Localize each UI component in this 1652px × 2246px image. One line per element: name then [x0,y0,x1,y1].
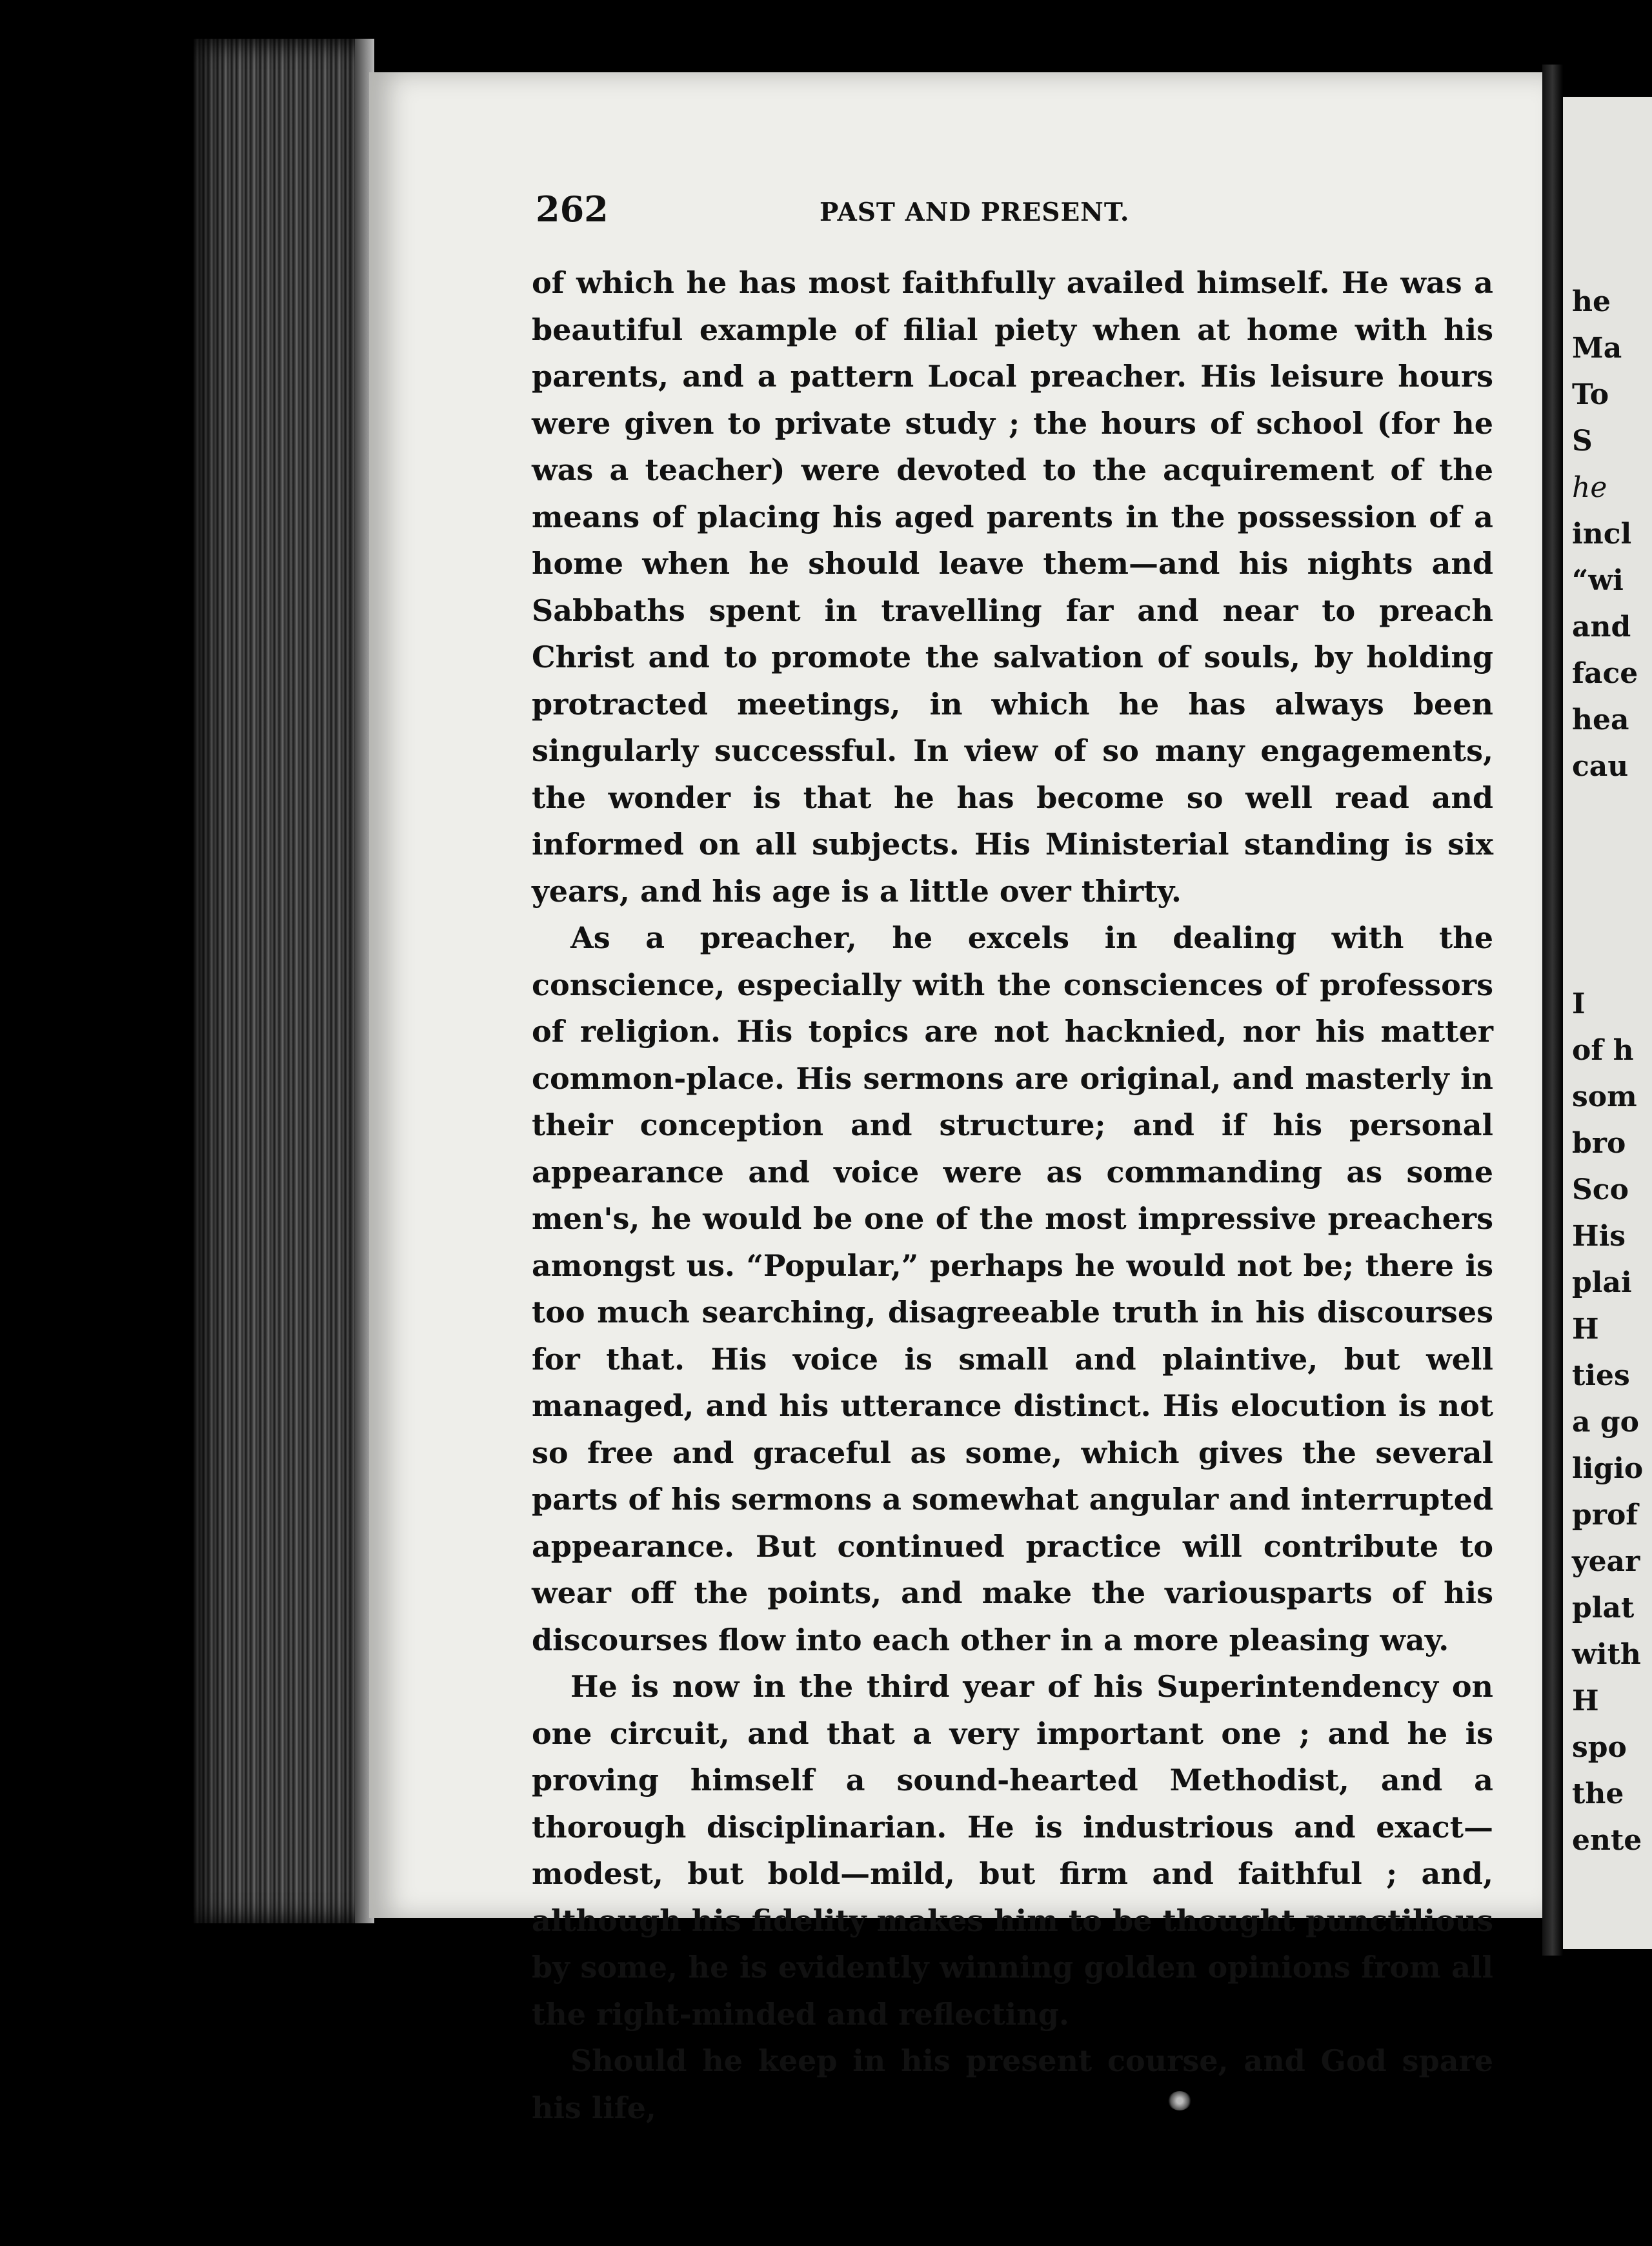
right-page-line: hea [1572,703,1629,736]
right-page-line: face [1572,657,1638,690]
right-page-line: plai [1572,1266,1632,1299]
right-page-line: Ma [1572,332,1622,365]
right-page-line: with [1572,1638,1641,1671]
paragraph: of which he has most faithfully availed himself. He was a beautiful example of filial piety when at home with his parents, and a pattern Local preacher. His leisure hours were given to private study ; the hours of school (for he was a teacher) were devoted to the acquirement of the means of placing his aged parents in the possession of a home when he should leave them—and his nights and Sabbaths spent in travelling far and near to preach Christ and to promote the salvation of souls, by holding protracted meetings, in which he has always been singularly successful. In view of so many engagements, the wonder is that he has become so well read and informed on all subjects. His Ministerial standing is six years, and his age is a little over thirty. [532,265,1493,909]
page-header [536,188,1491,247]
page-number: 262 [536,188,609,230]
right-page-line: I [1572,987,1586,1020]
right-page-line: S [1572,425,1593,458]
page-edges [194,39,374,1923]
right-page-line: and [1572,611,1631,643]
gutter-shadow [1542,65,1563,1956]
body-text [532,259,1493,2131]
right-page-line: prof [1572,1499,1638,1532]
right-page-line: of h [1572,1034,1634,1067]
right-page-line: year [1572,1545,1640,1578]
right-page-line: a go [1572,1406,1639,1439]
right-page-line: H [1572,1685,1599,1717]
right-page-line: he [1572,471,1607,504]
right-page-line: he [1572,285,1611,318]
right-page-fragment [1563,97,1652,1949]
right-page-line: cau [1572,750,1629,783]
right-page-line: the [1572,1777,1624,1810]
paragraph: He is now in the third year of his Superintendency on one circuit, and that a very important one ; and he is proving himself a sound-hearted Methodist, and a thorough disciplinarian. He is industrious and exact—modest, but bold—mild, but firm and faithful ; and, although his fidelity makes him to be thought punctilious by some, he is evidently winning golden opinions from all the right-minded and reflecting. [532,1669,1493,2032]
right-page-line: bro [1572,1127,1626,1160]
scan-speck [1168,2091,1191,2110]
right-page-line: ties [1572,1359,1630,1392]
right-page-line: spo [1572,1731,1627,1764]
paragraph: Should he keep in his present course, and God spare his life, [532,2043,1493,2125]
right-page-line: plat [1572,1592,1635,1624]
right-page-line: His [1572,1220,1626,1253]
right-page-line: ente [1572,1824,1642,1857]
right-page-line: incl [1572,518,1632,551]
right-page-line: som [1572,1080,1637,1113]
paragraph: As a preacher, he excels in dealing with the conscience, especially with the consciences of professors of religion. His topics are not hacknied, nor his matter common-place. His sermons are original, and masterly in their conception and structure; and if his personal appearance and voice were as commanding as some men's, he would be one of the most impressive preachers amongst us. “Popular,” perhaps he would not be; there is too much searching, disagreeable truth in his discourses for that. His voice is small and plaintive, but well managed, and his utterance distinct. His elocution is not so free and graceful as some, which gives the several parts of his sermons a somewhat angular and interrupted appearance. But continued practice will contribute to wear off the points, and make the variousparts of his discourses flow into each other in a more pleasing way. [532,920,1493,1657]
right-page-line: To [1572,378,1609,411]
running-title: PAST AND PRESENT. [820,197,1130,227]
right-page-line: ligio [1572,1452,1644,1485]
right-page-line: “wi [1572,564,1624,597]
right-page-line: Sco [1572,1173,1629,1206]
right-page-line: H [1572,1313,1599,1346]
